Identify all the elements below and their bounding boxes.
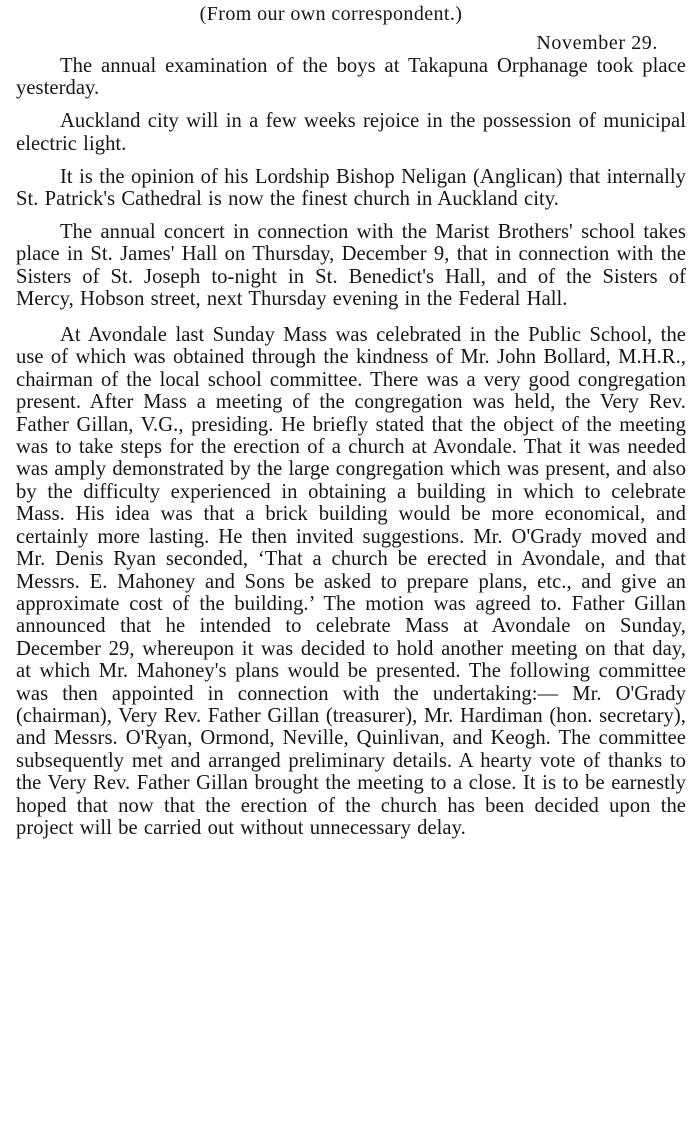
paragraph-takapuna-examination: The annual examination of the boys at Takapuna Orphanage took place yesterday. <box>16 55 686 100</box>
paragraph-avondale-church: At Avondale last Sunday Mass was celebrated in the Public School, the use of which was obtained through the kindness of Mr. John Bollard, M.H.R., chairman of the local school committee. There was a very good congregation present. After Mass a meeting of the congregation was held, the Very Rev. Father Gillan, V.G., presiding. He briefly stated that the object of the meeting was to take steps for the erection of a church at Avondale. That it was needed was amply demonstrated by the large congregation which was present, and also by the difficulty experienced in obtaining a building in which to celebrate Mass. His idea was that a brick building would be more economical, and certainly more lasting. He then invited suggestions. Mr. O'Grady moved and Mr. Denis Ryan seconded, ‘That a church be erected in Avondale, and that Messrs. E. Mahoney and Sons be asked to prepare plans, etc., and give an approximate cost of the building.’ The motion was agreed to. Father Gillan announced that he intended to celebrate Mass at Avondale on Sunday, December 29, whereupon it was decided to hold another meeting on that day, at which Mr. Mahoney's plans would be presented. The following committee was then appointed in connection with the undertaking:— Mr. O'Grady (chairman), Very Rev. Father Gillan (treasurer), Mr. Hardiman (hon. secretary), and Messrs. O'Ryan, Ormond, Neville, Quinlivan, and Keogh. The committee subsequently met and arranged preliminary details. A hearty vote of thanks to the Very Rev. Father Gillan brought the meeting to a close. It is to be earnestly hoped that now that the erection of the church has been decided upon the project will be carried out without unnecessary delay. <box>16 324 686 839</box>
dateline: November 29. <box>536 32 658 54</box>
paragraph-electric-light: Auckland city will in a few weeks rejoice in the possession of municipal electric light. <box>16 110 686 155</box>
byline: (From our own correspondent.) <box>199 3 463 25</box>
paragraph-cathedral: It is the opinion of his Lordship Bishop Neligan (Anglican) that internally St. Patrick's Cathedral is now the finest church in Auckland city. <box>16 165 686 211</box>
paragraph-concerts: The annual concert in connection with the Marist Brothers' school takes place in St. James' Hall on Thursday, December 9, that in connection with the Sisters of St. Joseph to-night in St. Benedict's Hall, and of the Sisters of Mercy, Hobson street, next Thursday evening in the Federal Hall. <box>16 221 686 310</box>
